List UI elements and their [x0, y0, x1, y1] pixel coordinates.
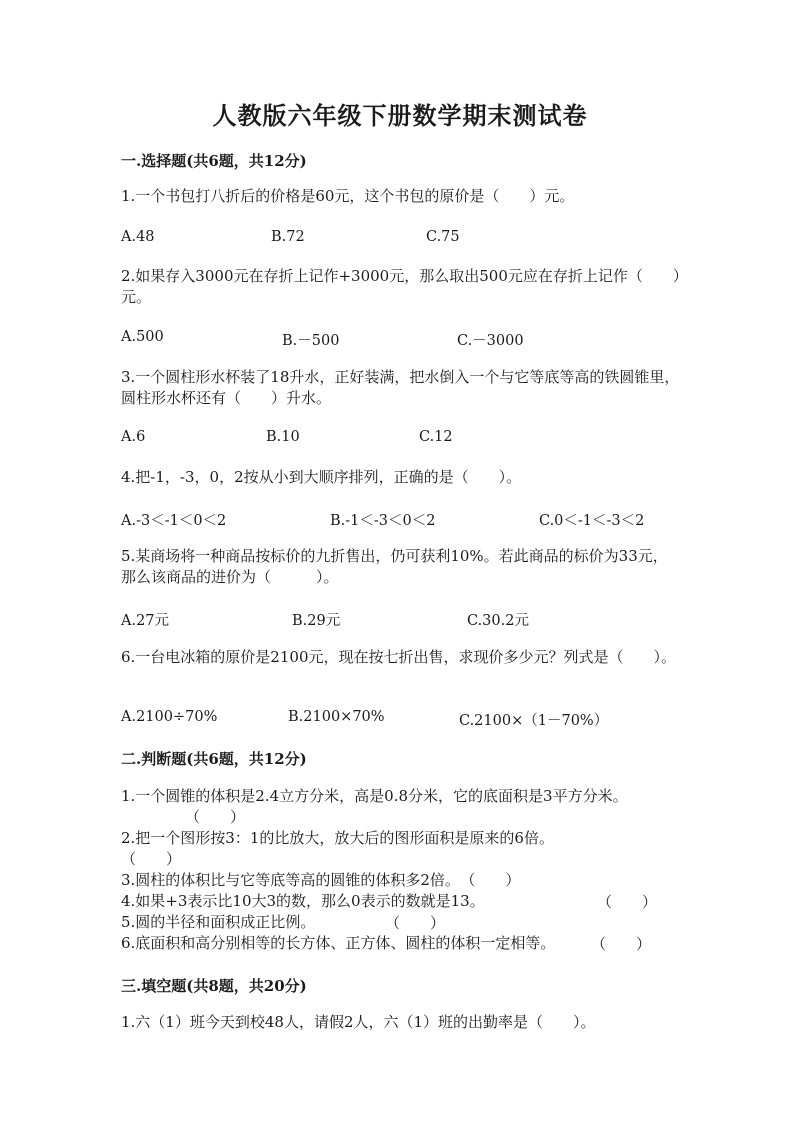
judge-question-2 [121, 828, 681, 870]
judge-4-paren: （ ） [597, 893, 658, 911]
choice-3-option-a: A.6 [121, 429, 146, 445]
choice-5-option-a: A.27元 [121, 613, 170, 629]
choice-1-option-b: B.72 [271, 229, 305, 245]
choice-4-option-c: C.0＜-1＜-3＜2 [539, 513, 645, 529]
choice-question-2: 2.如果存入3000元在存折上记作+3000元，那么取出500元应在存折上记作（ ）元。 [121, 267, 681, 306]
choice-2-option-a: A.500 [121, 329, 164, 345]
choice-2-option-c: C.－3000 [457, 333, 524, 349]
choice-question-6: 6.一台电冰箱的原价是2100元，现在按七折出售，求现价多少元？列式是（ ）。 [121, 648, 676, 666]
choice-question-4: 4.把-1，-3，0，2按从小到大顺序排列，正确的是（ ）。 [121, 468, 522, 486]
choice-5-option-b: B.29元 [292, 613, 341, 629]
judge-4-text: 4.如果+3表示比10大3的数，那么0表示的数就是13。 [121, 892, 485, 910]
judge-3-text: 3.圆柱的体积比与它等底等高的圆锥的体积多2倍。 [121, 871, 460, 889]
section-heading-fill: 三.填空题(共8题，共20分) [121, 977, 307, 995]
page-title: 人教版六年级下册数学期末测试卷 [212, 101, 588, 130]
judge-6-text: 6.底面积和高分别相等的长方体、正方体、圆柱的体积一定相等。 [121, 934, 556, 952]
judge-1-paren: （ ） [185, 808, 246, 826]
choice-1-option-c: C.75 [426, 229, 460, 245]
choice-question-3: 3.一个圆柱形水杯装了18升水，正好装满，把水倒入一个与它等底等高的铁圆锥里，圆柱形水杯还有（ ）升水。 [121, 368, 680, 407]
judge-1-text: 1.一个圆锥的体积是2.4立方分米，高是0.8分米，它的底面积是3平方分米。 [121, 787, 628, 805]
judge-2-text: 2.把一个图形按3：1的比放大，放大后的图形面积是原来的6倍。 [121, 829, 554, 847]
judge-5-text: 5.圆的半径和面积成正比例。 [121, 913, 316, 931]
judge-question-3 [121, 870, 681, 891]
judge-3-paren: （ ） [467, 871, 521, 889]
choice-question-5: 5.某商场将一种商品按标价的九折售出，仍可获利10%。若此商品的标价为33元，那么该商品的进价为（ ）。 [121, 547, 668, 586]
judge-question-1 [121, 786, 681, 828]
section-heading-judge: 二.判断题(共6题，共12分) [121, 750, 307, 768]
choice-5-option-c: C.30.2元 [467, 613, 529, 629]
choice-6-option-a: A.2100÷70% [121, 709, 218, 725]
choice-6-option-b: B.2100×70% [288, 709, 385, 725]
judge-2-paren: （ ） [121, 850, 182, 868]
section-heading-choice: 一.选择题(共6题，共12分) [121, 152, 307, 170]
choice-2-option-b: B.－500 [282, 333, 340, 349]
judge-5-paren: （ ） [385, 914, 446, 932]
fill-question-1: 1.六（1）班今天到校48人，请假2人，六（1）班的出勤率是（ ）。 [121, 1013, 596, 1031]
choice-4-option-b: B.-1＜-3＜0＜2 [330, 513, 436, 529]
choice-question-1: 1.一个书包打八折后的价格是60元，这个书包的原价是（ ）元。 [121, 187, 575, 205]
choice-3-option-c: C.12 [419, 429, 453, 445]
choice-6-option-c: C.2100×（1－70%） [459, 713, 609, 729]
choice-4-option-a: A.-3＜-1＜0＜2 [121, 513, 227, 529]
judge-6-paren: （ ） [591, 935, 652, 953]
choice-1-option-a: A.48 [121, 229, 155, 245]
choice-3-option-b: B.10 [266, 429, 300, 445]
